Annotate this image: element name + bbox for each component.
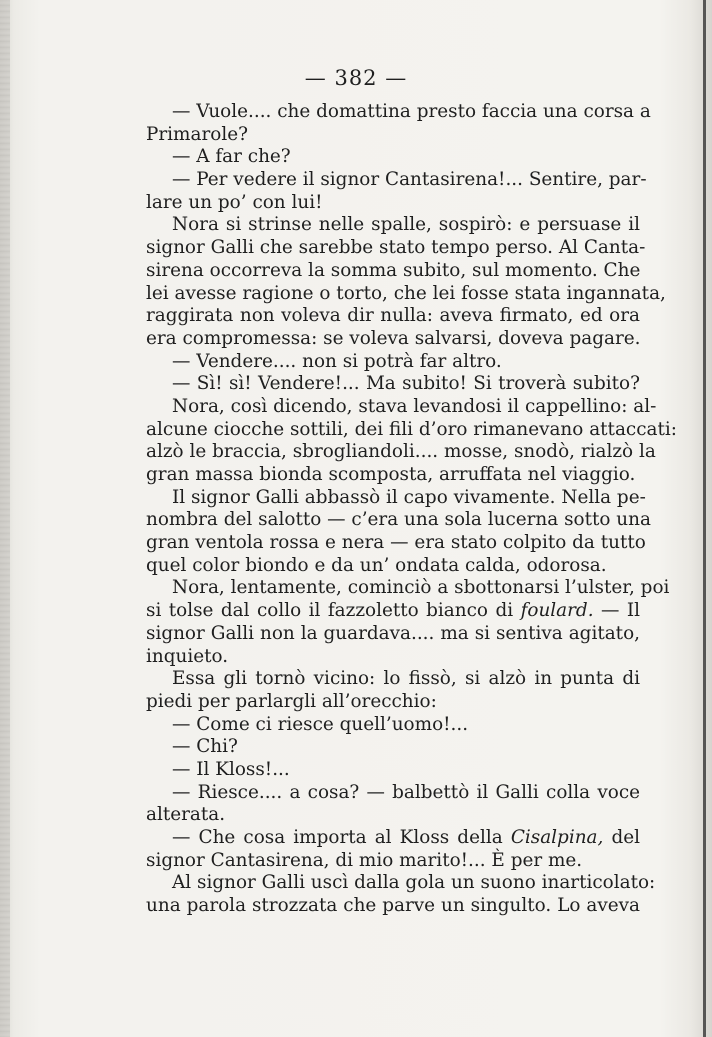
text-line: — Vuole.... che domattina presto faccia una corsa a bbox=[172, 101, 651, 122]
text-line: Il signor Galli abbassò il capo vivamente. Nella pe- bbox=[172, 486, 646, 508]
text-line: — Vendere.... non si potrà far altro. bbox=[172, 350, 502, 372]
italic-word: Cisalpina, bbox=[510, 827, 604, 848]
text-line: signor Cantasirena, di mio marito!... È per me. bbox=[146, 849, 583, 871]
text-line: raggirata non voleva dir nulla: aveva firmato, ed ora bbox=[146, 305, 640, 327]
text-line: quel color biondo e da un’ ondata calda, odorosa. bbox=[146, 554, 607, 576]
text-line: — A far che? bbox=[172, 146, 291, 168]
text-line: Primarole? bbox=[146, 123, 248, 145]
body-text bbox=[146, 101, 677, 918]
text-line: — Per vedere il signor Cantasirena!... Sentire, par- bbox=[172, 169, 647, 191]
text-line: inquieto. bbox=[146, 645, 229, 667]
text-line: — Riesce.... a cosa? — balbettò il Galli colla voce bbox=[172, 781, 640, 803]
text-line: — Sì! sì! Vendere!... Ma subito! Si troverà subito? bbox=[172, 373, 640, 395]
text-line: — Il Kloss!... bbox=[172, 758, 290, 780]
page-left-edge bbox=[0, 0, 10, 1037]
text-line: si tolse dal collo il fazzoletto bianco di foulard. — Il bbox=[146, 600, 640, 622]
text-line: era compromessa: se voleva salvarsi, doveva pagare. bbox=[146, 327, 641, 349]
text-line: alzò le braccia, sbrogliandoli.... mosse, snodò, rialzò la bbox=[146, 441, 656, 463]
page-number: — 382 — bbox=[304, 66, 408, 90]
text-line: alcune ciocche sottili, dei fili d’oro rimanevano attaccati: bbox=[146, 418, 677, 440]
text-line: — Che cosa importa al Kloss della Cisalpina, del bbox=[172, 827, 641, 848]
text-line: una parola strozzata che parve un singulto. Lo aveva bbox=[146, 895, 640, 917]
text-line: Al signor Galli uscì dalla gola un suono inarticolato: bbox=[172, 872, 656, 894]
text-line: — Come ci riesce quell’uomo!... bbox=[172, 713, 469, 735]
italic-word: foulard. bbox=[520, 600, 594, 622]
text-line: alterata. bbox=[146, 804, 226, 826]
text-line: gran ventola rossa e nera — era stato colpito da tutto bbox=[146, 532, 646, 554]
text-line: Nora si strinse nelle spalle, sospirò: e persuase il bbox=[172, 214, 640, 236]
text-line: Nora, così dicendo, stava levandosi il cappellino: al- bbox=[172, 395, 657, 417]
text-line: — Chi? bbox=[172, 736, 238, 758]
text-line: gran massa bionda scomposta, arruffata nel viaggio. bbox=[146, 464, 636, 485]
text-line: lare un po’ con lui! bbox=[146, 191, 323, 213]
text-line: nombra del salotto — c’era una sola lucerna sotto una bbox=[146, 509, 651, 531]
text-line: signor Galli che sarebbe stato tempo perso. Al Canta- bbox=[146, 237, 646, 259]
text-line: Essa gli tornò vicino: lo fissò, si alzò in punta di bbox=[172, 668, 640, 690]
text-line: piedi per parlargli all’orecchio: bbox=[146, 690, 437, 712]
text-line: Nora, lentamente, cominciò a sbottonarsi l’ulster, poi bbox=[172, 577, 670, 599]
page-right-edge bbox=[703, 0, 706, 1037]
text-line: signor Galli non la guardava.... ma si sentiva agitato, bbox=[146, 622, 640, 644]
text-line: sirena occorreva la somma subito, sul momento. Che bbox=[146, 259, 641, 281]
text-line: lei avesse ragione o torto, che lei fosse stata ingannata, bbox=[146, 282, 666, 304]
